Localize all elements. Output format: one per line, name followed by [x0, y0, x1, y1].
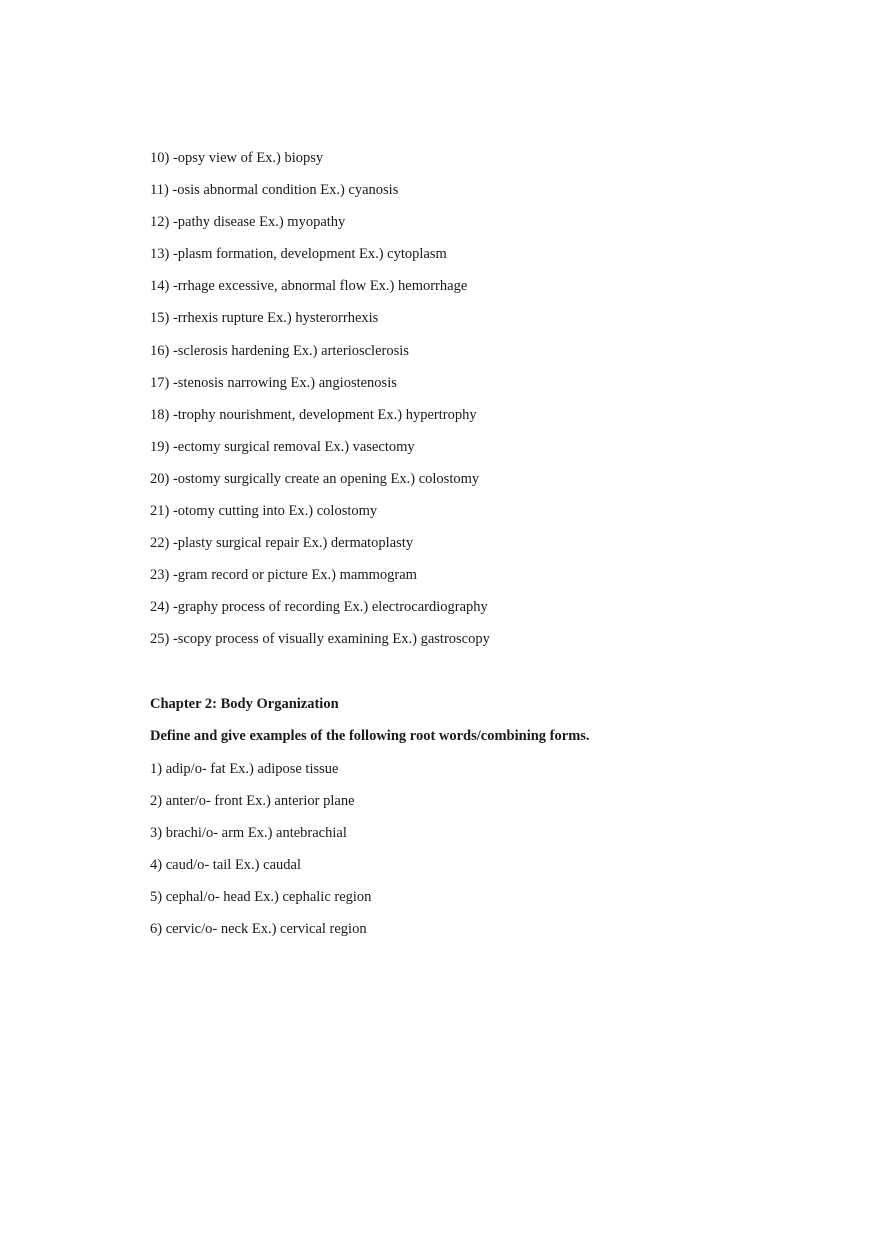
list-item: 4) caud/o- tail Ex.) caudal	[150, 856, 301, 873]
document-content	[150, 147, 830, 950]
list-item: 3) brachi/o- arm Ex.) antebrachial	[150, 824, 347, 841]
list-item: 25) -scopy process of visually examining Ex.) gastroscopy	[150, 631, 490, 648]
list-item: 19) -ectomy surgical removal Ex.) vasectomy	[150, 438, 415, 455]
list-item: 22) -plasty surgical repair Ex.) dermatoplasty	[150, 535, 414, 552]
list-item: 6) cervic/o- neck Ex.) cervical region	[150, 920, 367, 937]
section-spacer	[150, 661, 830, 693]
chapter-title: Chapter 2: Body Organization	[150, 695, 339, 712]
root-word-list	[150, 758, 830, 951]
list-item: 24) -graphy process of recording Ex.) electrocardiography	[150, 599, 488, 616]
list-item: 17) -stenosis narrowing Ex.) angiostenosis	[150, 374, 397, 391]
list-item: 12) -pathy disease Ex.) myopathy	[150, 214, 346, 231]
list-item: 16) -sclerosis hardening Ex.) arteriosclerosis	[150, 342, 409, 359]
chapter-instruction: Define and give examples of the following root words/combining forms.	[150, 728, 590, 744]
suffix-list	[150, 147, 830, 661]
list-item: 14) -rrhage excessive, abnormal flow Ex.) hemorrhage	[150, 278, 468, 295]
list-item: 13) -plasm formation, development Ex.) cytoplasm	[150, 246, 447, 263]
list-item: 21) -otomy cutting into Ex.) colostomy	[150, 503, 378, 520]
list-item: 18) -trophy nourishment, development Ex.) hypertrophy	[150, 406, 477, 423]
list-item: 1) adip/o- fat Ex.) adipose tissue	[150, 760, 339, 777]
list-item: 5) cephal/o- head Ex.) cephalic region	[150, 888, 372, 905]
list-item: 23) -gram record or picture Ex.) mammogram	[150, 567, 417, 584]
list-item: 10) -opsy view of Ex.) biopsy	[150, 150, 324, 166]
list-item: 15) -rrhexis rupture Ex.) hysterorrhexis	[150, 310, 379, 327]
list-item: 2) anter/o- front Ex.) anterior plane	[150, 792, 355, 809]
list-item: 11) -osis abnormal condition Ex.) cyanosis	[150, 182, 399, 199]
list-item: 20) -ostomy surgically create an opening Ex.) colostomy	[150, 470, 480, 487]
